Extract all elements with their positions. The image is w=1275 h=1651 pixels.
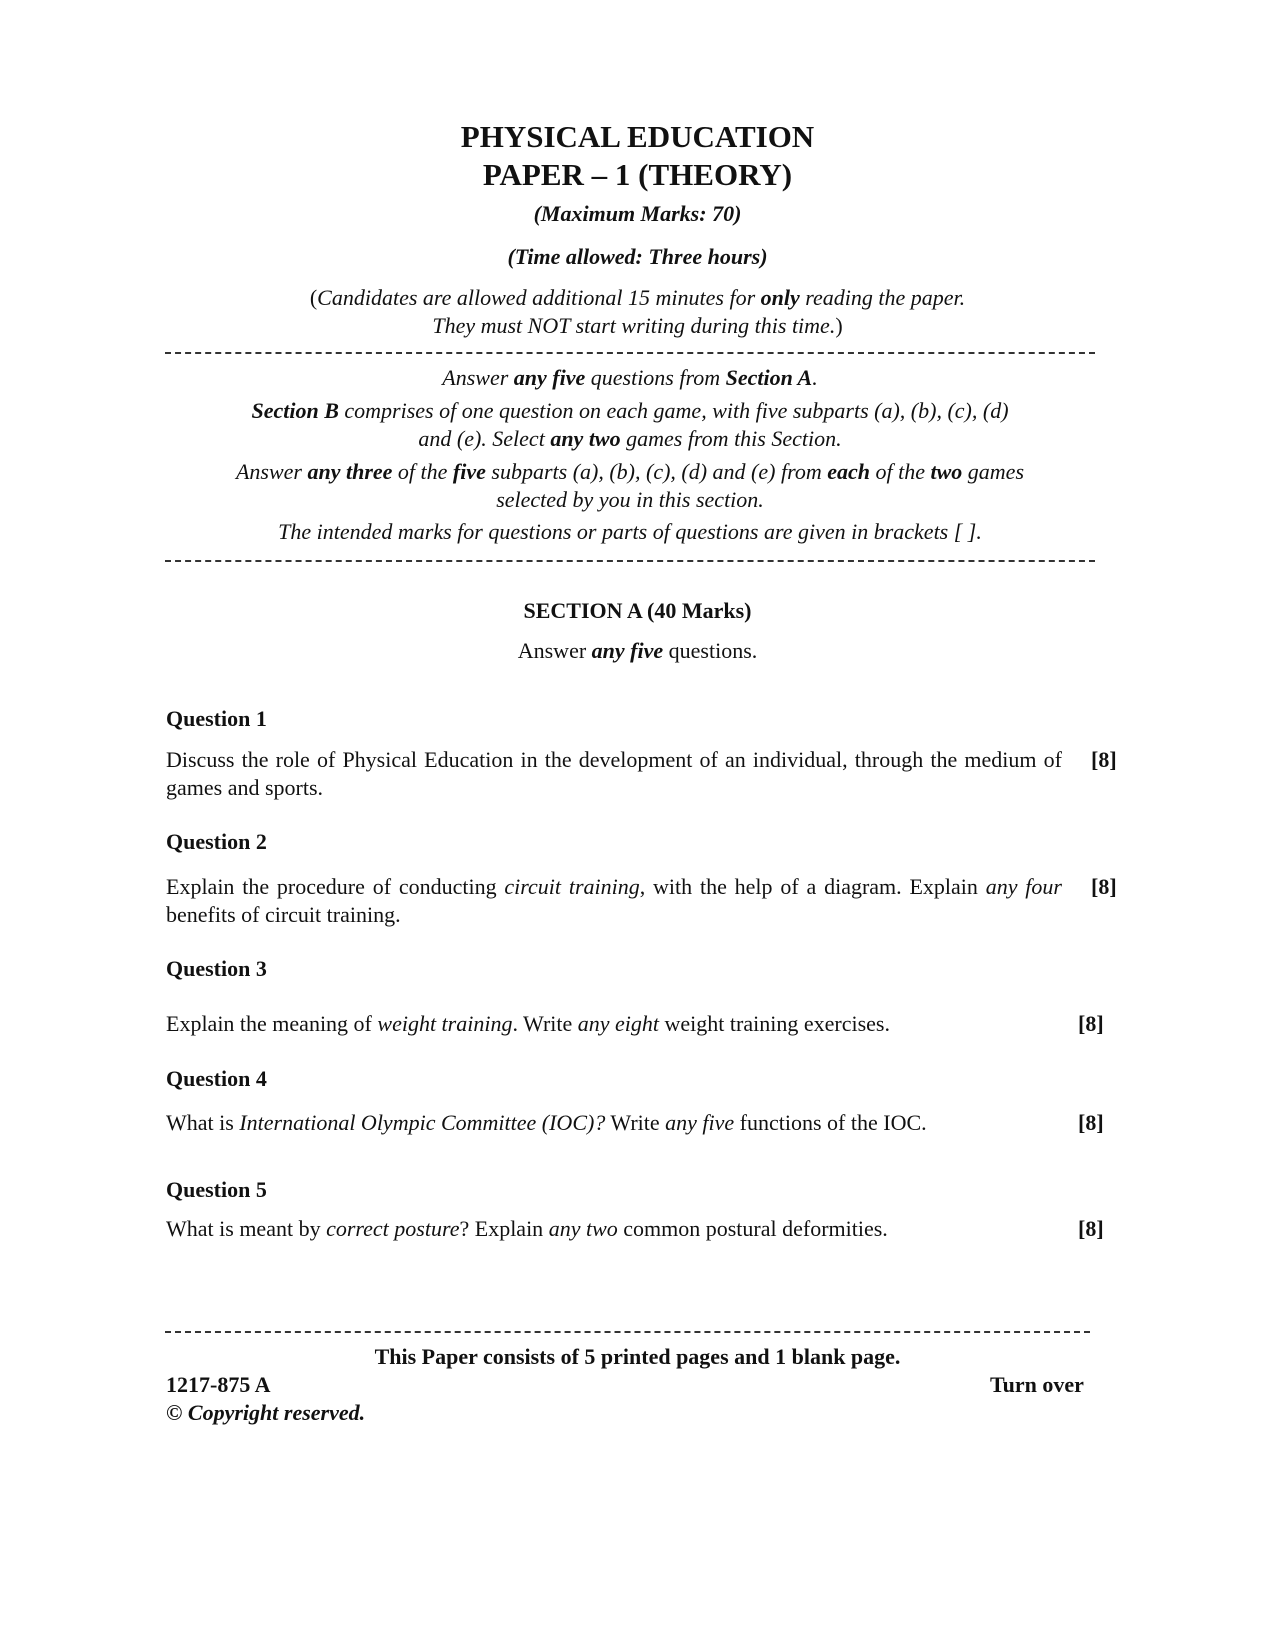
title-subject: PHYSICAL EDUCATION — [460, 119, 815, 154]
turn-over: Turn over — [990, 1372, 1084, 1397]
instruction-4: The intended marks for questions or parts of questions are given in brackets [ ]. — [278, 519, 982, 544]
footer-divider — [165, 1331, 1090, 1333]
paper-code: 1217-875 A — [166, 1372, 271, 1397]
title-paper: PAPER – 1 (THEORY) — [482, 157, 793, 192]
question-3-marks: [8] — [1078, 1011, 1104, 1036]
question-4-marks: [8] — [1078, 1110, 1104, 1135]
section-a-heading: SECTION A (40 Marks) — [523, 598, 752, 623]
question-2-marks: [8] — [1091, 874, 1117, 899]
question-5-text: What is meant by correct posture? Explain any two common postural deformities. — [166, 1216, 888, 1241]
question-2-text: Explain the procedure of conducting circuit training, with the help of a diagram. Explain any four benefits of circuit training. — [166, 874, 1062, 927]
question-1-heading: Question 1 — [166, 706, 267, 731]
paper-title — [0, 118, 1275, 194]
instruction-3: Answer any three of the five subparts (a), (b), (c), (d) and (e) from each of the two games selected by you in this section. — [235, 459, 1025, 512]
pages-note: This Paper consists of 5 printed pages and 1 blank page. — [374, 1344, 901, 1369]
question-2-heading: Question 2 — [166, 829, 267, 854]
question-5-heading: Question 5 — [166, 1177, 267, 1202]
question-5-marks: [8] — [1078, 1216, 1104, 1241]
divider-bottom — [165, 560, 1095, 562]
question-3-text: Explain the meaning of weight training. Write any eight weight training exercises. — [166, 1011, 890, 1036]
copyright-notice: © Copyright reserved. — [166, 1400, 366, 1425]
instruction-2: Section B comprises of one question on each game, with five subparts (a), (b), (c), (d) and (e). Select any two games from this Section. — [251, 398, 1009, 451]
question-1-marks: [8] — [1091, 747, 1117, 772]
question-3-heading: Question 3 — [166, 956, 267, 981]
question-4-heading: Question 4 — [166, 1066, 267, 1091]
reading-note: (Candidates are allowed additional 15 minutes for only reading the paper. They must NOT start writing during this time.) — [309, 285, 966, 338]
section-a-instruction: Answer any five questions. — [517, 638, 758, 663]
divider-top — [165, 352, 1095, 354]
question-4-text: What is International Olympic Committee (IOC)? Write any five functions of the IOC. — [166, 1110, 927, 1135]
max-marks: (Maximum Marks: 70) — [533, 201, 742, 226]
instruction-1: Answer any five questions from Section A. — [442, 365, 818, 390]
question-1-text: Discuss the role of Physical Education in the development of an individual, through the medium of games and sports. — [166, 747, 1062, 800]
time-allowed: (Time allowed: Three hours) — [507, 244, 768, 269]
